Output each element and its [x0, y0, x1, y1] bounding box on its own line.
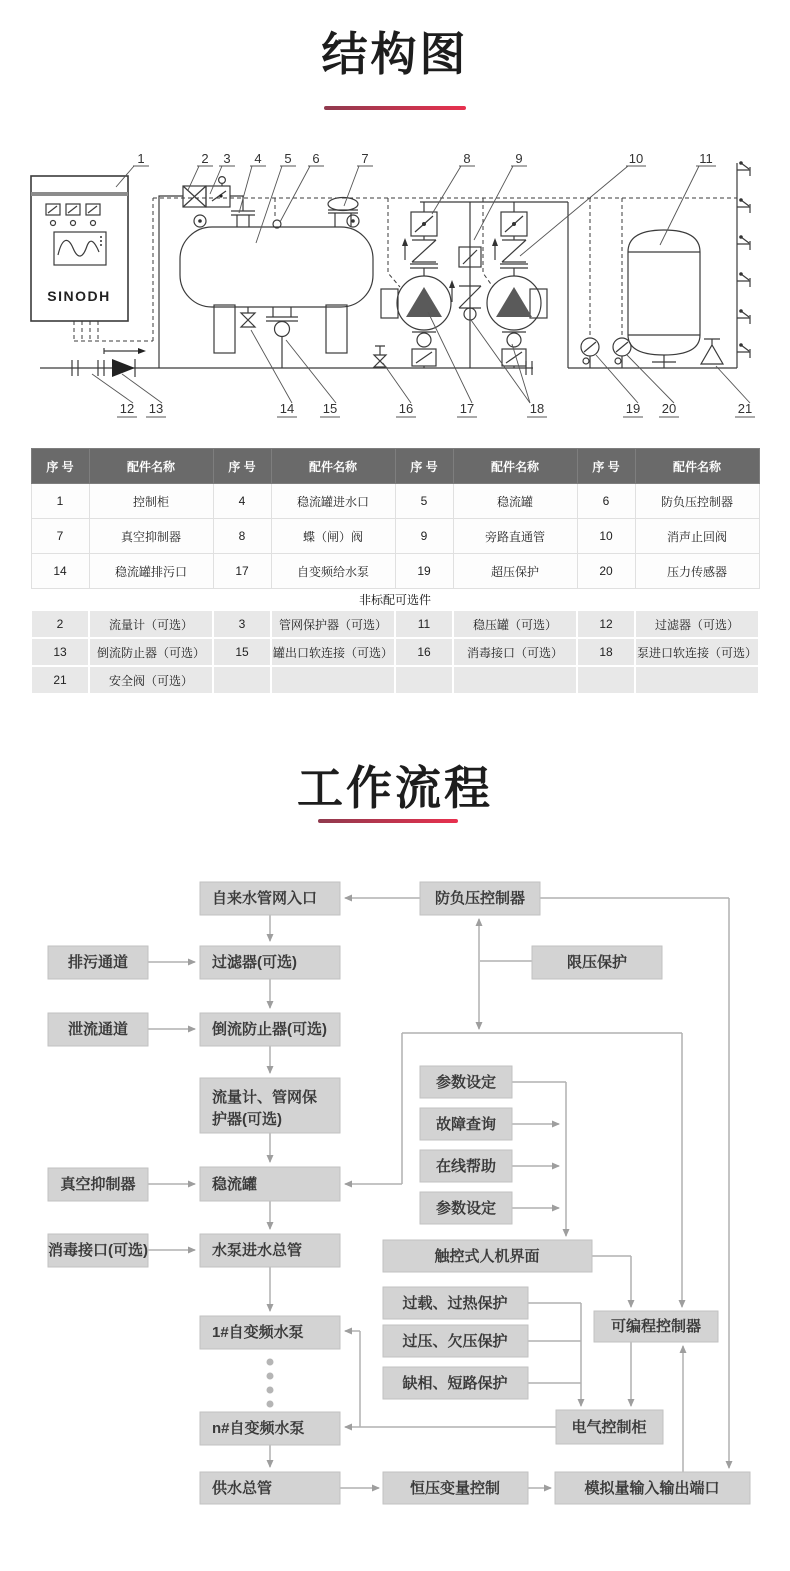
part-label-7: 7 — [361, 151, 369, 166]
table-row — [31, 666, 759, 694]
flow-box-hmi — [383, 1240, 592, 1272]
part-label-21: 21 — [737, 401, 753, 416]
flow-box-overload-protect — [383, 1287, 528, 1319]
table-cell: 稳压罐（可选） — [453, 610, 577, 638]
table-cell: 19 — [395, 554, 453, 589]
callout-numbers — [120, 151, 752, 416]
svg-text:过载、过热保护: 过载、过热保护 — [402, 1295, 508, 1312]
table-cell: 17 — [213, 554, 271, 589]
flow-box-vacuum-suppressor — [48, 1168, 148, 1201]
svg-text:过压、欠压保护: 过压、欠压保护 — [402, 1333, 508, 1350]
svg-text:过滤器(可选): 过滤器(可选) — [212, 954, 297, 971]
part-label-5: 5 — [284, 151, 292, 166]
svg-text:防负压控制器: 防负压控制器 — [434, 890, 526, 907]
cabinet-brand: SINODH — [47, 288, 111, 304]
table-cell: 罐出口软连接（可选） — [271, 638, 395, 666]
optional-title-row — [31, 589, 759, 611]
svg-text:n#自变频水泵: n#自变频水泵 — [212, 1420, 305, 1437]
table-cell: 压力传感器 — [635, 554, 759, 589]
table-cell — [271, 666, 395, 694]
table-cell: 13 — [31, 638, 89, 666]
table-cell: 真空抑制器 — [89, 519, 213, 554]
flow-box-overvolt-protect — [383, 1325, 528, 1357]
table-cell: 流量计（可选） — [89, 610, 213, 638]
flow-box-tap-inlet — [200, 882, 340, 915]
svg-text:参数设定: 参数设定 — [435, 1200, 497, 1217]
table-cell: 4 — [213, 484, 271, 519]
table-cell: 蝶（闸）阀 — [271, 519, 395, 554]
table-cell: 9 — [395, 519, 453, 554]
part-label-12: 12 — [119, 401, 135, 416]
svg-text:流量计、管网保: 流量计、管网保 — [212, 1089, 318, 1106]
table-cell: 稳流罐 — [453, 484, 577, 519]
flow-box-analog-io — [555, 1472, 750, 1504]
header-cell: 序 号 — [395, 449, 453, 484]
surge-tank — [180, 198, 373, 369]
flow-box-drain-channel — [48, 946, 148, 979]
table-cell: 5 — [395, 484, 453, 519]
part-label-3: 3 — [223, 151, 231, 166]
table-row — [31, 484, 759, 519]
pump-ellipsis-dots — [267, 1359, 274, 1408]
part-label-14: 14 — [279, 401, 295, 416]
pressure-tank — [628, 230, 700, 368]
header-cell: 序 号 — [213, 449, 271, 484]
workflow-section-title: 工作流程 — [297, 762, 493, 814]
svg-text:供水总管: 供水总管 — [212, 1480, 273, 1497]
svg-text:真空抑制器: 真空抑制器 — [60, 1176, 136, 1193]
table-cell: 防负压控制器 — [635, 484, 759, 519]
part-label-6: 6 — [312, 151, 320, 166]
table-cell: 10 — [577, 519, 635, 554]
svg-text:模拟量输入输出端口: 模拟量输入输出端口 — [584, 1480, 720, 1497]
svg-text:护器(可选): 护器(可选) — [212, 1111, 282, 1128]
table-cell: 11 — [395, 610, 453, 638]
table-cell: 18 — [577, 638, 635, 666]
svg-text:参数设定: 参数设定 — [435, 1074, 497, 1091]
flow-box-flowmeter-protector — [200, 1078, 340, 1133]
drain-valve-14 — [241, 307, 255, 327]
flow-box-electric-cabinet — [556, 1410, 663, 1444]
flow-box-param-set-1 — [420, 1066, 512, 1098]
flow-box-param-set-2 — [420, 1192, 512, 1224]
part-label-18: 18 — [529, 401, 545, 416]
svg-text:电气控制柜: 电气控制柜 — [571, 1419, 647, 1436]
flow-box-filter — [200, 946, 340, 979]
soft-joint-18b — [507, 333, 521, 347]
table-cell — [395, 666, 453, 694]
workflow-flowchart — [0, 870, 790, 1530]
part-label-10: 10 — [628, 151, 644, 166]
table-cell: 旁路直通管 — [453, 519, 577, 554]
part-label-2: 2 — [201, 151, 209, 166]
table-cell: 7 — [31, 519, 89, 554]
flow-box-fault-query — [420, 1108, 512, 1140]
table-cell — [453, 666, 577, 694]
svg-text:稳流罐: 稳流罐 — [212, 1176, 258, 1193]
safety-valve — [701, 339, 723, 364]
part-label-13: 13 — [148, 401, 164, 416]
part-label-1: 1 — [137, 151, 145, 166]
optional-title: 非标配可选件 — [31, 589, 759, 611]
table-row — [31, 554, 759, 589]
table-cell: 21 — [31, 666, 89, 694]
part-label-20: 20 — [661, 401, 677, 416]
inlet-check-valve — [72, 348, 146, 377]
table-cell: 稳流罐排污口 — [89, 554, 213, 589]
table-cell: 3 — [213, 610, 271, 638]
flow-box-constant-pressure — [383, 1472, 528, 1504]
flow-box-relief-channel — [48, 1013, 148, 1046]
flow-box-plc — [594, 1311, 718, 1342]
table-cell: 安全阀（可选） — [89, 666, 213, 694]
flow-box-neg-pressure-controller — [420, 882, 540, 915]
table-cell — [213, 666, 271, 694]
svg-text:泄流通道: 泄流通道 — [67, 1021, 129, 1038]
svg-text:水泵进水总管: 水泵进水总管 — [212, 1242, 303, 1259]
structure-schematic — [0, 145, 790, 445]
tank-outlet-15 — [266, 307, 298, 321]
part-label-9: 9 — [515, 151, 523, 166]
table-cell: 稳流罐进水口 — [271, 484, 395, 519]
table-cell: 20 — [577, 554, 635, 589]
parts-table — [30, 448, 760, 695]
vacuum-suppressor-7 — [328, 210, 358, 227]
svg-text:恒压变量控制: 恒压变量控制 — [409, 1480, 501, 1497]
workflow-title-underline — [318, 819, 458, 823]
svg-text:消毒接口(可选): 消毒接口(可选) — [48, 1242, 148, 1259]
svg-text:缺相、短路保护: 缺相、短路保护 — [402, 1375, 508, 1392]
flow-box-supply-main — [200, 1472, 340, 1504]
table-cell: 过滤器（可选） — [635, 610, 759, 638]
table-cell: 1 — [31, 484, 89, 519]
table-cell: 管网保护器（可选） — [271, 610, 395, 638]
cabinet-display — [54, 232, 106, 265]
svg-text:1#自变频水泵: 1#自变频水泵 — [212, 1324, 304, 1341]
table-cell: 2 — [31, 610, 89, 638]
check-valve-10 — [502, 236, 526, 262]
header-cell: 序 号 — [31, 449, 89, 484]
header-cell: 配件名称 — [635, 449, 759, 484]
table-cell: 6 — [577, 484, 635, 519]
drain-valve-16 — [374, 346, 386, 367]
flow-box-backflow-preventer — [200, 1013, 340, 1046]
table-row — [31, 610, 759, 638]
svg-text:在线帮助: 在线帮助 — [435, 1158, 497, 1175]
svg-text:排污通道: 排污通道 — [67, 954, 129, 971]
table-cell: 12 — [577, 610, 635, 638]
structure-section-title: 结构图 — [321, 28, 469, 80]
flow-box-pressure-limit — [532, 946, 662, 979]
flowmeter-assembly — [183, 177, 230, 207]
pump-2-assembly — [487, 202, 547, 368]
svg-text:自来水管网入口: 自来水管网入口 — [212, 890, 318, 907]
bypass-pipe-9 — [449, 202, 481, 368]
pump-motor — [381, 289, 398, 318]
header-cell: 序 号 — [577, 449, 635, 484]
part-label-16: 16 — [398, 401, 414, 416]
table-cell: 泵进口软连接（可选） — [635, 638, 759, 666]
flow-box-disinfect-port — [48, 1234, 148, 1267]
part-label-11: 11 — [699, 151, 713, 166]
svg-text:触控式人机界面: 触控式人机界面 — [434, 1248, 540, 1265]
pressure-gauges — [581, 338, 631, 368]
svg-text:限压保护: 限压保护 — [566, 954, 628, 971]
table-cell: 15 — [213, 638, 271, 666]
table-cell: 8 — [213, 519, 271, 554]
tank-inlet-4 — [231, 211, 255, 227]
table-cell — [577, 666, 635, 694]
table-row — [31, 638, 759, 666]
pump-1-assembly — [381, 202, 451, 368]
table-cell: 消声止回阀 — [635, 519, 759, 554]
table-cell: 16 — [395, 638, 453, 666]
part-label-4: 4 — [254, 151, 262, 166]
check-valve — [412, 236, 436, 262]
flow-box-pump-1 — [200, 1316, 340, 1349]
table-cell: 超压保护 — [453, 554, 577, 589]
table-row — [31, 519, 759, 554]
table-cell — [635, 666, 759, 694]
control-cabinet — [31, 176, 128, 321]
table-cell: 14 — [31, 554, 89, 589]
svg-text:倒流防止器(可选): 倒流防止器(可选) — [212, 1021, 327, 1038]
soft-joint-18 — [417, 333, 431, 347]
svg-text:可编程控制器: 可编程控制器 — [610, 1318, 702, 1335]
header-cell: 配件名称 — [271, 449, 395, 484]
header-cell: 配件名称 — [453, 449, 577, 484]
header-cell: 配件名称 — [89, 449, 213, 484]
tank-leg — [326, 305, 347, 353]
flow-box-online-help — [420, 1150, 512, 1182]
table-cell: 消毒接口（可选） — [453, 638, 577, 666]
tank-leg — [214, 305, 235, 353]
flow-box-pump-inlet-main — [200, 1234, 340, 1267]
control-wiring-dashed — [74, 198, 737, 341]
flow-box-phase-protect — [383, 1367, 528, 1399]
flow-box-pump-n — [200, 1412, 340, 1445]
part-label-8: 8 — [463, 151, 471, 166]
table-header-row — [31, 449, 759, 484]
part-label-15: 15 — [322, 401, 338, 416]
table-cell: 自变频给水泵 — [271, 554, 395, 589]
structure-title-underline — [324, 106, 466, 110]
part-label-19: 19 — [625, 401, 641, 416]
table-cell: 控制柜 — [89, 484, 213, 519]
table-cell: 倒流防止器（可选） — [89, 638, 213, 666]
svg-text:故障查询: 故障查询 — [435, 1116, 497, 1133]
part-label-17: 17 — [459, 401, 475, 416]
flow-box-surge-tank — [200, 1167, 340, 1201]
